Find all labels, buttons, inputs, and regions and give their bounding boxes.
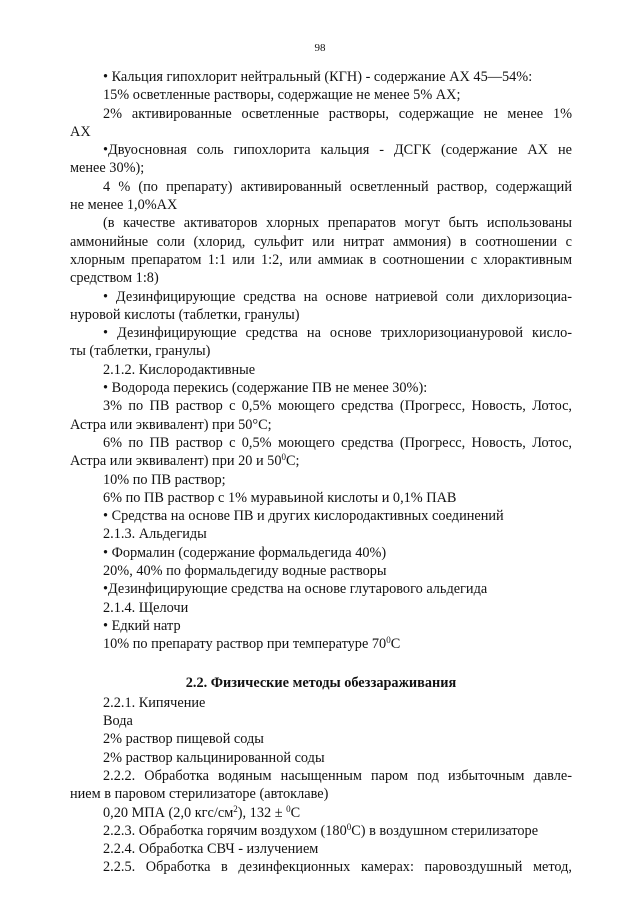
text-line: • Средства на основе ПВ и других кислородактивных соединений bbox=[103, 508, 504, 525]
text-line: 6% по ПВ раствор с 1% муравьиной кислоты и 0,1% ПАВ bbox=[103, 489, 457, 506]
superscript: 0 bbox=[346, 821, 352, 832]
text-line: 20%, 40% по формальдегиду водные растворы bbox=[103, 563, 387, 580]
text-span: Астра или эквивалент) при 20 и 50 bbox=[70, 453, 282, 470]
page-body bbox=[70, 68, 572, 877]
text-line: •Двуосновная соль гипохлорита кальция - ДСГК (содержание АХ не bbox=[103, 142, 572, 159]
page-number: 98 bbox=[314, 42, 326, 54]
superscript: 0 bbox=[286, 803, 291, 814]
text-line: • Формалин (содержание формальдегида 40%) bbox=[103, 544, 387, 561]
text-line: 2.2.2. Обработка водяным насыщенным паром под избыточным давле- bbox=[103, 767, 572, 784]
text-line bbox=[70, 452, 572, 470]
text-line: 2.2.1. Кипячение bbox=[103, 694, 206, 711]
text-line: Астра или эквивалент) при 50°С; bbox=[70, 416, 272, 433]
text-span: С) в воздушном стерилизаторе bbox=[351, 822, 539, 839]
text-line: аммонийные соли (хлорид, сульфит или нитрат аммония) в соотношении с bbox=[70, 233, 572, 250]
text-line: АХ bbox=[70, 123, 91, 140]
text-span: 0,20 МПА (2,0 кгс/см bbox=[103, 804, 234, 821]
text-line: нуровой кислоты (таблетки, гранулы) bbox=[70, 306, 300, 323]
text-span: 2.2.3. Обработка горячим воздухом (180 bbox=[103, 822, 347, 839]
text-span: С bbox=[390, 636, 401, 653]
text-span: 10% по препарату раствор при температуре 70 bbox=[103, 636, 387, 653]
text-line: ты (таблетки, гранулы) bbox=[70, 343, 211, 360]
text-line: 6% по ПВ раствор с 0,5% моющего средства (Прогресс, Новость, Лотос, bbox=[103, 434, 572, 451]
text-line: 4 % (по препарату) активированный осветленный раствор, содержащий bbox=[103, 178, 572, 195]
text-line bbox=[70, 804, 572, 822]
text-line: 3% по ПВ раствор с 0,5% моющего средства (Прогресс, Новость, Лотос, bbox=[103, 398, 572, 415]
text-line: (в качестве активаторов хлорных препаратов могут быть использованы bbox=[103, 215, 572, 232]
text-line: менее 30%); bbox=[70, 160, 145, 177]
superscript: 0 bbox=[281, 452, 286, 463]
text-line: нием в паровом стерилизаторе (автоклаве) bbox=[70, 786, 329, 803]
text-line: 2% активированные осветленные растворы, содержащие не менее 1% bbox=[103, 105, 572, 122]
text-line: 2.2.5. Обработка в дезинфекционных камерах: паровоздушный метод, bbox=[103, 859, 572, 876]
text-span: С; bbox=[285, 453, 300, 470]
text-line: не менее 1,0%АХ bbox=[70, 197, 178, 214]
text-line: • Кальция гипохлорит нейтральный (КГН) - содержание АХ 45—54%: bbox=[103, 69, 533, 85]
text-line: 15% осветленные растворы, содержащие не менее 5% АХ; bbox=[103, 87, 461, 104]
text-line: Вода bbox=[103, 713, 133, 730]
text-line: •Дезинфицирующие средства на основе глутарового альдегида bbox=[103, 581, 488, 598]
text-span: ), 132 ± bbox=[237, 804, 287, 821]
text-line: • Водорода перекись (содержание ПВ не менее 30%): bbox=[103, 380, 428, 397]
section-heading: 2.2. Физические методы обеззараживания bbox=[185, 674, 457, 691]
text-line: 2.1.2. Кислородактивные bbox=[103, 361, 256, 378]
text-line: 2% раствор пищевой соды bbox=[103, 731, 264, 748]
text-line: • Дезинфицирующие средства на основе трихлоризоциануровой кисло- bbox=[103, 325, 572, 342]
text-line: 2.1.3. Альдегиды bbox=[103, 526, 207, 543]
superscript: 2 bbox=[233, 803, 238, 814]
text-line: • Дезинфицирующие средства на основе натриевой соли дихлоризоциа- bbox=[103, 288, 572, 305]
text-line: 2% раствор кальцинированной соды bbox=[103, 749, 325, 766]
text-line: • Едкий натр bbox=[103, 617, 181, 634]
text-line: 10% по ПВ раствор; bbox=[103, 471, 226, 488]
superscript: 0 bbox=[386, 635, 391, 646]
text-line: хлорным препаратом 1:1 или 1:2, или аммиак в соотношении с хлорактивным bbox=[70, 251, 572, 268]
text-span: С bbox=[290, 804, 301, 821]
text-line bbox=[70, 822, 572, 840]
text-line bbox=[70, 635, 572, 653]
text-line: 2.1.4. Щелочи bbox=[103, 599, 189, 616]
text-line: средством 1:8) bbox=[70, 270, 159, 287]
text-line: 2.2.4. Обработка СВЧ - излучением bbox=[103, 841, 319, 858]
